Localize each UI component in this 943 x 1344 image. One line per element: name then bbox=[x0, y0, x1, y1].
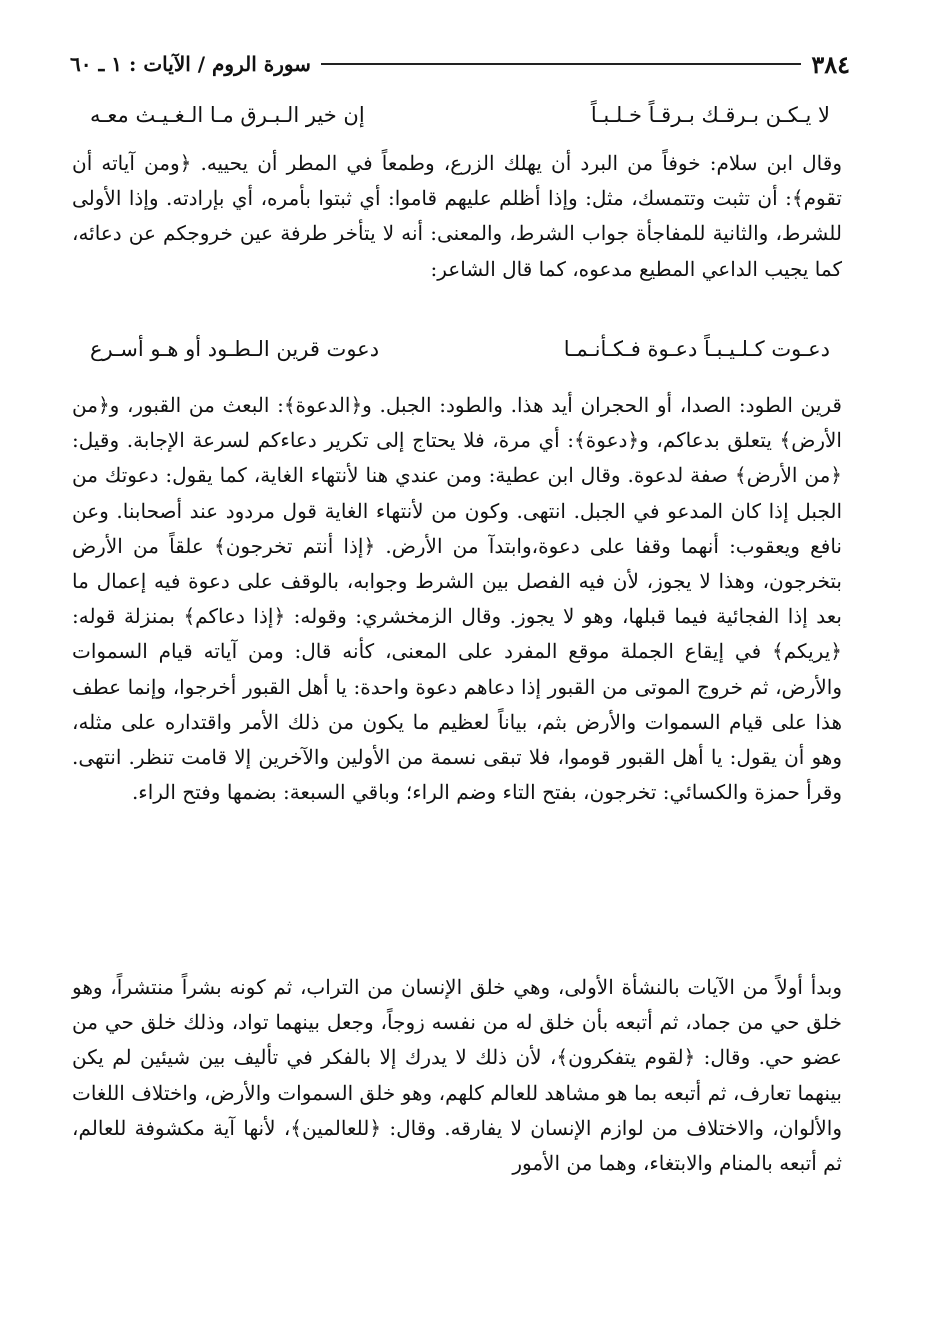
running-title: سورة الروم / الآيات : ١ ـ ٦٠ bbox=[70, 52, 311, 76]
verse-hemistich-second: إن خير الـبـرق مـا الـغـيـث معـه bbox=[90, 103, 365, 127]
verse-line bbox=[90, 98, 830, 132]
page-number: ٣٨٤ bbox=[811, 49, 850, 79]
header-rule bbox=[321, 63, 801, 65]
verse-line bbox=[90, 332, 830, 366]
verse-hemistich-first: لا يـكـن بـرقـك بـرقـاً خـلـبـاً bbox=[590, 103, 830, 127]
verse-hemistich-second: دعوت قرين الـطـود أو هـو أسـرع bbox=[90, 337, 380, 361]
paragraph: وبدأ أولاً من الآيات بالنشأة الأولى، وهي خلق الإنسان من التراب، ثم كونه بشراً منتشراً، وهو خلق حي من جماد، ثم أتبعه بأن خلق له من نفسه زوجاً، وجعل بينهما تواد، وذلك خلق حي من عضو حي. وقال: ﴿لقوم يتفكرون﴾، لأن ذلك لا يدرك إلا بالفكر في تأليف بين شيئين لم يكن بينهما تعارف، ثم أتبعه بما هو مشاهد للعالم كلهم، وهو خلق السموات والأرض، واختلاف اللغات والألوان، والاختلاف من لوازم الإنسان لا يفارقه. وقال: ﴿للعالمين﴾، لأنها آية مكشوفة للعالم، ثم أتبعه بالمنام والابتغاء، وهما من الأمور bbox=[72, 975, 842, 1176]
page-header bbox=[70, 44, 850, 84]
paragraph: وقال ابن سلام: خوفاً من البرد أن يهلك الزرع، وطمعاً في المطر أن يحييه. ﴿ومن آياته أن تقوم﴾: أن تثبت وتتمسك، مثل: وإذا أظلم عليهم قاموا: أي ثبتوا بأمره، أي بإرادته. وإذا الأولى للشرط، والثانية للمفاجأة جواب الشرط، والمعنى: أنه لا يتأخر طرفة عين خروجكم عن دعائه، كما يجيب الداعي المطيع مدعوه، كما قال الشاعر: bbox=[72, 151, 842, 281]
paragraph: قرين الطود: الصدا، أو الحجران أيد هذا. والطود: الجبل. و﴿الدعوة﴾: البعث من القبور، و﴿من الأرض﴾ يتعلق بدعاكم، و﴿دعوة﴾: أي مرة، فلا يحتاج إلى تكرير دعاءكم لسرعة الإجابة. وقيل: ﴿من الأرض﴾ صفة لدعوة. وقال ابن عطية: ومن عندي هنا لأنتهاء الغاية، كما يقول: دعوتك من الجبل إذا كان المدعو في الجبل. انتهى. وكون من لأنتهاء الغاية قول مردود عند أصحابنا. وعن نافع ويعقوب: أنهما وقفا على دعوة،وابتدآ من الأرض. ﴿إذا أنتم تخرجون﴾ علقاً من الأرض بتخرجون، وهذا لا يجوز، لأن فيه الفصل بين الشرط وجوابه، بالوقف على دعوة فيه إعمال ما بعد إذا الفجائية فيما قبلها، وهو لا يجوز. وقال الزمخشري: وقوله: ﴿إذا دعاكم﴾ بمنزلة قوله: ﴿يريكم﴾ في إيقاع الجملة موقع المفرد على المعنى، كأنه قال: ومن آياته قيام السموات والأرض، ثم خروج الموتى من القبور إذا دعاهم دعوة واحدة: يا أهل القبور أخرجوا، وإنما عطف هذا على قيام السموات والأرض بثم، بياناً لعظيم ما يكون من ذلك الأمر واقتداره على مثله، وهو أن يقول: يا أهل القبور قوموا، فلا تبقى نسمة من الأولين والآخرين إلا قامت تنظر. انتهى. وقرأ حمزة والكسائي: تخرجون، بفتح التاء وضم الراء؛ وباقي السبعة: بضمها وفتح الراء. bbox=[72, 393, 842, 805]
verse-hemistich-first: دعـوت كـلـيـبـاً دعـوة فـكـأنـمـا bbox=[563, 337, 830, 361]
